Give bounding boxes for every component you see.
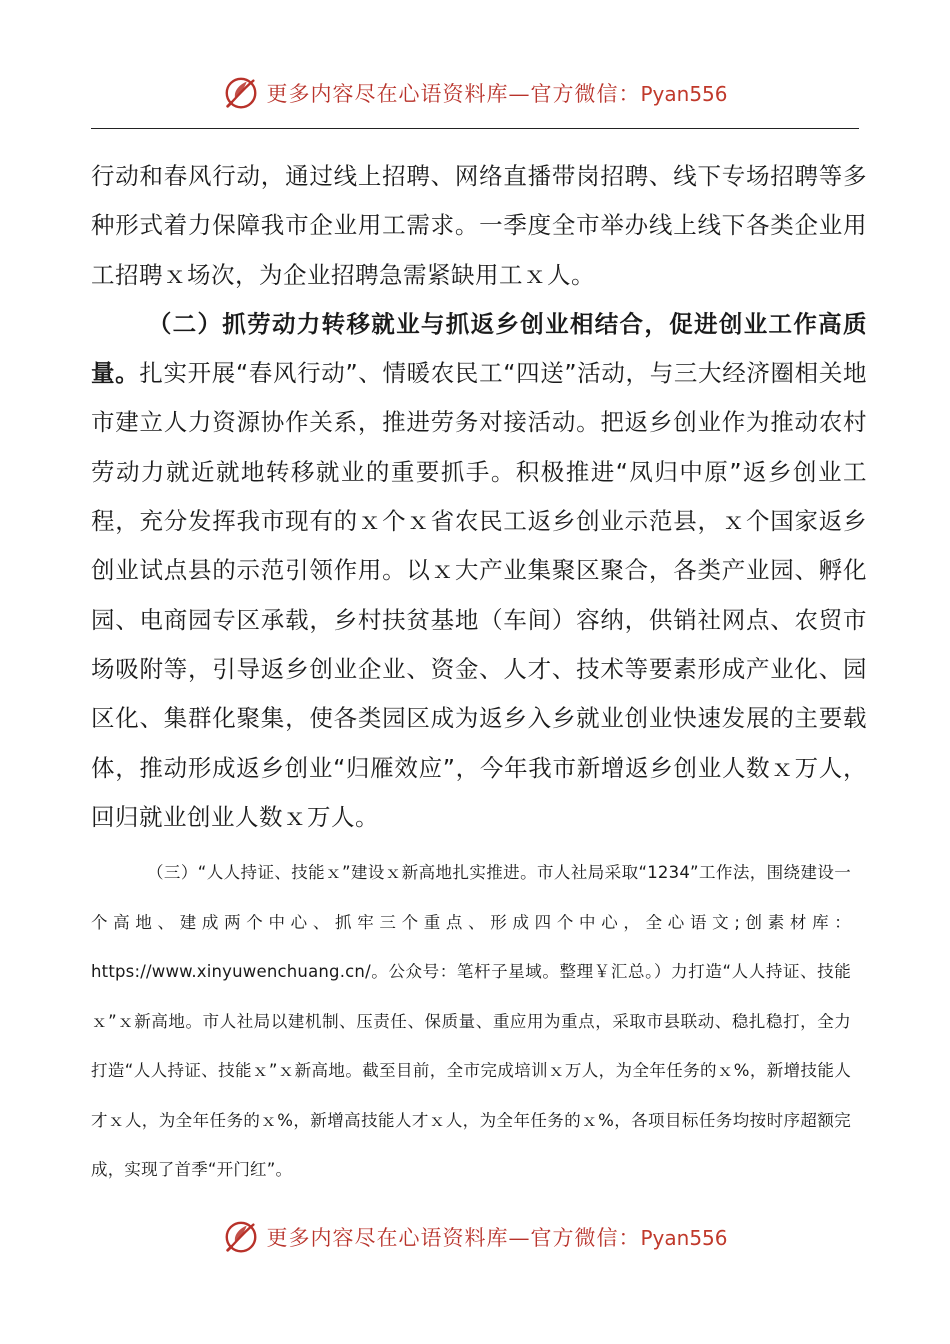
paragraph-2-text: 扎实开展“春风行动”、情暖农民工“四送”活动，与三大经济圈相关地市建立人力资源协作关系，推进劳务对接活动。把返乡创业作为推动农村劳动力就近就地转移就业的重要抓手。积极推进“凤归中原”返乡创业工程，充分发挥我市现有的ｘ个ｘ省农民工返乡创业示范县，ｘ个国家返乡创业试点县的示范引领作用。以ｘ大产业集聚区聚合，各类产业园、孵化园、电商园专区承载，乡村扶贫基地（车间）容纳，供销社网点、农贸市场吸附等，引导返乡创业企业、资金、人才、技术等要素形成产业化、园区化、集群化聚集，使各类园区成为返乡入乡就业创业快速发展的主要载体，推动形成返乡创业“归雁效应”，今年我市新增返乡创业人数ｘ万人，回归就业创业人数ｘ万人。 bbox=[91, 359, 868, 831]
header-divider bbox=[91, 128, 859, 129]
footer-watermark bbox=[0, 1214, 950, 1260]
header-watermark bbox=[0, 70, 950, 116]
feather-logo-icon bbox=[222, 1218, 260, 1256]
document-body-small bbox=[91, 848, 851, 1195]
feather-logo-icon bbox=[222, 74, 260, 112]
paragraph-3: （三）“人人持证、技能ｘ”建设ｘ新高地扎实推进。市人社局采取“1234”工作法，围绕建设一个高地、建成两个中心、抓牢三个重点、形成四个中心，全心语文;创素材库：https://www.xinyuwenchuang.cn/。公众号：笔杆子星域。整理￥汇总。）力打造“人人持证、技能ｘ”ｘ新高地。市人社局以建机制、压责任、保质量、重应用为重点，采取市县联动、稳扎稳打，全力打造“人人持证、技能ｘ”ｘ新高地。截至目前，全市完成培训ｘ万人，为全年任务的ｘ%，新增技能人才ｘ人，为全年任务的ｘ%，新增高技能人才ｘ人，为全年任务的ｘ%，各项目标任务均按时序超额完成，实现了首季“开门红”。 bbox=[91, 863, 851, 1179]
section-heading-2: （二）抓劳动力转移就业与抓返乡创业相结合，促进创业工作高质量。 bbox=[91, 309, 867, 388]
paragraph-2 bbox=[91, 300, 867, 842]
watermark-text: 更多内容尽在心语资料库—官方微信：Pyan556 bbox=[266, 1226, 728, 1250]
watermark-text: 更多内容尽在心语资料库—官方微信：Pyan556 bbox=[266, 82, 728, 106]
paragraph-1: 行动和春风行动，通过线上招聘、网络直播带岗招聘、线下专场招聘等多种形式着力保障我市企业用工需求。一季度全市举办线上线下各类企业用工招聘ｘ场次，为企业招聘急需紧缺用工ｘ人。 bbox=[91, 162, 867, 289]
document-body bbox=[91, 152, 867, 842]
